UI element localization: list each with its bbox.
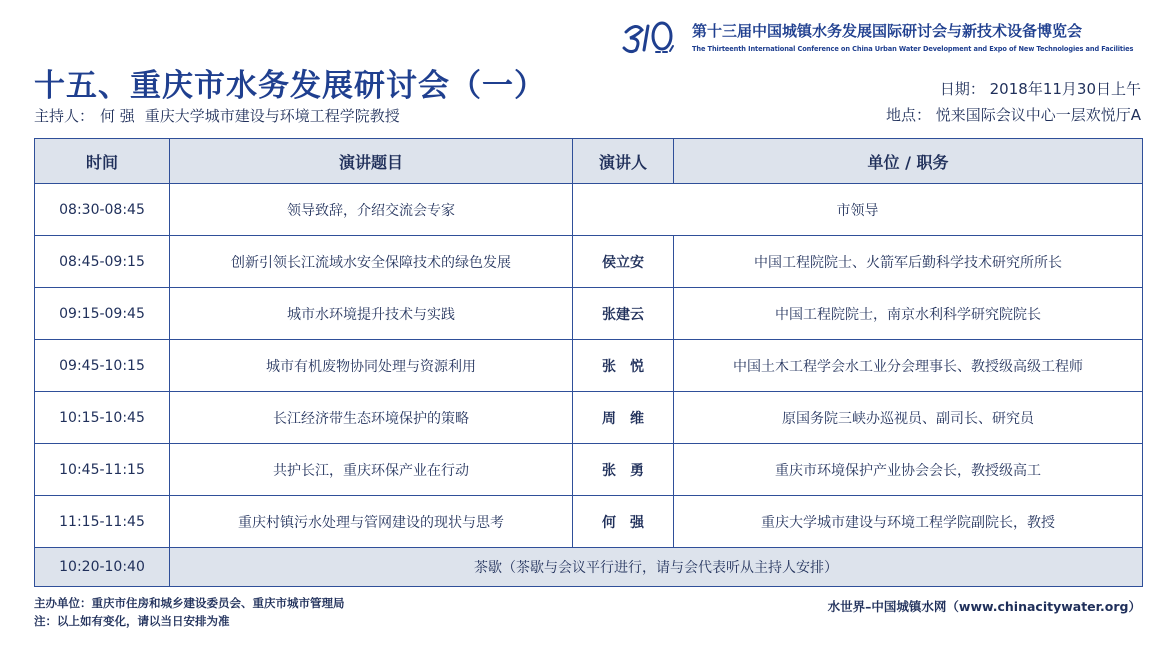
tea-break-row xyxy=(35,548,1143,587)
host-label: 主持人： xyxy=(34,107,95,125)
speaker-cell: 张 悦 xyxy=(573,340,674,392)
organizer-line: 主办单位：重庆市住房和城乡建设委员会、重庆市城市管理局 xyxy=(34,596,345,610)
website-credit: 水世界–中国城镇水网（www.chinacitywater.org） xyxy=(827,599,1141,614)
footer-notes xyxy=(34,594,345,630)
table-row xyxy=(35,184,1143,236)
time-cell: 09:15-09:45 xyxy=(35,288,170,340)
topic-cell: 城市有机废物协同处理与资源利用 xyxy=(170,340,573,392)
host-name: 何 强 xyxy=(100,107,135,125)
table-row xyxy=(35,496,1143,548)
affiliation-cell: 中国工程院院士，南京水利科学研究院院长 xyxy=(674,288,1143,340)
session-title: 十五、重庆市水务发展研讨会（一） xyxy=(34,68,546,104)
speaker-cell: 侯立安 xyxy=(573,236,674,288)
time-cell: 08:45-09:15 xyxy=(35,236,170,288)
table-row xyxy=(35,444,1143,496)
speaker-cell: 何 强 xyxy=(573,496,674,548)
header-time: 时间 xyxy=(35,139,170,184)
conference-title-cn: 第十三届中国城镇水务发展国际研讨会与新技术设备博览会 xyxy=(692,22,1083,40)
schedule-table xyxy=(34,138,1143,587)
affiliation-cell: 重庆市环境保护产业协会会长，教授级高工 xyxy=(674,444,1143,496)
topic-cell: 共护长江，重庆环保产业在行动 xyxy=(170,444,573,496)
conference-logo-icon xyxy=(622,18,684,58)
affiliation-cell: 中国土木工程学会水工业分会理事长、教授级高级工程师 xyxy=(674,340,1143,392)
affiliation-cell: 中国工程院院士、火箭军后勤科学技术研究所所长 xyxy=(674,236,1143,288)
topic-cell: 创新引领长江流域水安全保障技术的绿色发展 xyxy=(170,236,573,288)
table-row xyxy=(35,340,1143,392)
affiliation-cell: 重庆大学城市建设与环境工程学院副院长，教授 xyxy=(674,496,1143,548)
topic-cell: 重庆村镇污水处理与管网建设的现状与思考 xyxy=(170,496,573,548)
speaker-cell: 周 维 xyxy=(573,392,674,444)
note-line: 注：以上如有变化，请以当日安排为准 xyxy=(34,614,230,628)
header-affiliation: 单位 / 职务 xyxy=(674,139,1143,184)
time-cell: 10:45-11:15 xyxy=(35,444,170,496)
time-cell: 10:15-10:45 xyxy=(35,392,170,444)
topic-cell: 城市水环境提升技术与实践 xyxy=(170,288,573,340)
topic-cell: 长江经济带生态环境保护的策略 xyxy=(170,392,573,444)
session-date: 日期： 2018年11月30日上午 xyxy=(939,80,1141,98)
time-cell: 09:45-10:15 xyxy=(35,340,170,392)
speaker-cell: 张建云 xyxy=(573,288,674,340)
affiliation-cell: 原国务院三峡办巡视员、副司长、研究员 xyxy=(674,392,1143,444)
time-cell: 11:15-11:45 xyxy=(35,496,170,548)
header-speaker: 演讲人 xyxy=(573,139,674,184)
speaker-cell: 张 勇 xyxy=(573,444,674,496)
topic-cell: 领导致辞，介绍交流会专家 xyxy=(170,184,573,236)
table-row xyxy=(35,236,1143,288)
host-line xyxy=(34,105,400,126)
time-cell: 08:30-08:45 xyxy=(35,184,170,236)
session-venue: 地点： 悦来国际会议中心一层欢悦厅A xyxy=(885,106,1141,124)
merged-speaker-cell: 市领导 xyxy=(573,184,1143,236)
table-header-row xyxy=(35,139,1143,184)
host-title: 重庆大学城市建设与环境工程学院教授 xyxy=(144,107,400,125)
table-row xyxy=(35,288,1143,340)
table-row xyxy=(35,392,1143,444)
conference-title-en: The Thirteenth International Conference on China Urban Water Development and Expo of New Technologies and Facilities xyxy=(692,45,1134,53)
tea-break-text: 茶歇（茶歇与会议平行进行，请与会代表听从主持人安排） xyxy=(170,548,1143,587)
tea-break-time: 10:20-10:40 xyxy=(35,548,170,587)
header-topic: 演讲题目 xyxy=(170,139,573,184)
